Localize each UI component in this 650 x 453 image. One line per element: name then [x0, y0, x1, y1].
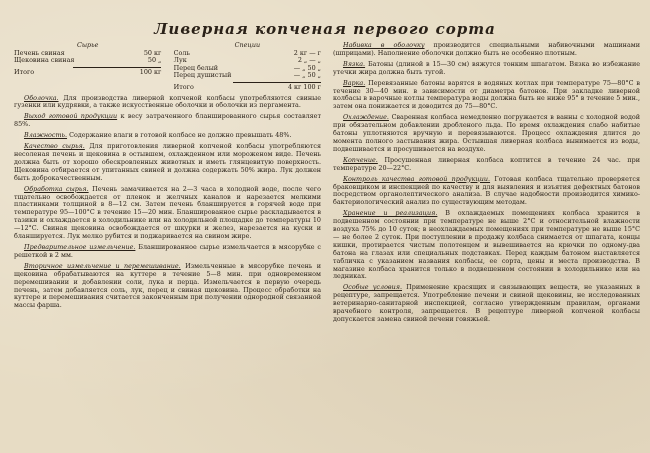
paragraph-heading: Предварительное измельчение.: [24, 242, 136, 251]
paragraph: [14, 95, 321, 111]
paragraph: [14, 132, 321, 140]
paragraph: [333, 42, 640, 58]
paragraph-heading: Вязка.: [343, 59, 366, 68]
spice-item-name: Перец душистый: [173, 71, 232, 80]
paragraph-text: Батоны (длиной в 15—30 см) вяжутся тонким шпагатом. Вязка во избежание утечки жира должна быть тугой.: [333, 59, 640, 76]
paragraph: [333, 114, 640, 154]
paragraph-heading: Вторичное измельчение и перемешивание.: [24, 261, 181, 270]
spice-item-value: 2 кг — г: [293, 48, 321, 57]
page-title: Ливерная копченая первого сорта: [154, 20, 496, 38]
paragraph-text: Содержание влаги в готовой колбасе не должно превышать 48%.: [67, 131, 292, 140]
spice-item-value: — „ 50 „: [293, 63, 321, 72]
paragraph-heading: Охлаждение.: [343, 113, 389, 122]
paragraph-text: к весу затраченного бланшированного сырья составляет 85%.: [14, 112, 321, 129]
paragraph: [14, 186, 321, 241]
raw-heading: Сырье: [76, 41, 99, 49]
spice-item-row: [174, 72, 321, 80]
paragraph: [333, 61, 640, 77]
paragraph-text: Применение красящих и связывающих веществ, не указанных в рецептуре, запрещается. Употребление печени и свиной щековины, не исследованных ветеринарно-санитарной инспекцией, согласно утвержденным правилам, органами врачебного контроля, запрещается. В рецептуре ливерной копченой колбасы допускается замена свиной печени говяжьей.: [333, 283, 640, 323]
paragraph-heading: Хранение и реализация.: [343, 209, 438, 218]
paragraph-heading: Контроль качества готовой продукции.: [343, 174, 491, 183]
raw-total-label: Итого: [14, 67, 35, 76]
raw-item-row: [14, 57, 161, 65]
paragraph-text: Перевязанные батоны варятся в водяных котлах при температуре 75—80°С в течение 30—40 мин. в зависимости от диаметра батонов. При закладке ливерной колбасы в варочные котлы температура воды должна быть не ниже 95° в течение 5 мин., затем она понижается и доводится до 75—80°С.: [333, 78, 640, 111]
paragraph: [333, 157, 640, 173]
paragraph-heading: Варка.: [343, 78, 366, 87]
paragraph-text: В охлаждаемых помещениях колбаса хранится в подвешенном состоянии при температуре не выше 2°С и относительной влажности воздуха 75% до 10 суток; в неохлаждаемых помещениях при температуре не выше 15°С — не более 2 суток. При поступлении в продажу колбаса снимается от шпагата, концы кишки, протирается чистым полотенцем и вывешивается на крючки по одному-два батона на глазах или специальных подставках. Перед каждым батоном выставляется табличка с указанием названия колбасы, ее сорта, цены и места производства. В магазине колбаса хранится только в подвешенном состоянии в холодильнике или на ледниках.: [333, 209, 640, 281]
paragraph: [333, 210, 640, 281]
spice-item-name: Перец белый: [173, 63, 219, 72]
spice-item-name: Соль: [173, 48, 190, 57]
spice-heading: Специи: [234, 41, 261, 49]
paragraph-text: Измельченные в мясорубке печень и щековина обрабатываются на куттере в течение 5—8 мин. при одновременном перемешивании и добавлении соли, лука и перца. Измельчается в первую очередь печень, затем добавляется соль, лук, перец и свиная щековина. Процесс обработки на куттере и перемешивания считается законченным при получении однородной связанной массы фарша.: [14, 261, 321, 310]
raw-item-name: Печень свиная: [14, 48, 65, 57]
paragraph-text: Для приготовления ливерной копченой колбасы употребляются несоленая печень и щековина в остывшем, охлажденном или мороженом виде. Печень должна быть от хорошо обескровленных животных и иметь глянцевитую поверхность. Щековина отбирается от упитанных свиней и должна содержать 50% жира. Лук должен быть доброкачественным.: [14, 142, 321, 182]
paragraph-heading: Обработка сырья.: [24, 184, 89, 193]
raw-item-value: 50 „: [147, 56, 162, 65]
paragraph-heading: Влажность.: [24, 131, 68, 140]
paragraph: [14, 143, 321, 183]
paragraph-heading: Качество сырья.: [24, 142, 85, 151]
paragraph-heading: Оболочка.: [24, 93, 59, 102]
paragraph-text: Готовая колбаса тщательно проверяется браковщиком и инспекцией по качеству и для выявления и изъятия дефектных батонов посредством органолептического анализа. В случае надобности производится химико-бактериологический анализ по существующим методам.: [333, 174, 640, 207]
raw-item-value: 50 кг: [143, 48, 162, 57]
paragraph: [14, 113, 321, 129]
paragraph-heading: Копчение.: [343, 155, 378, 164]
spice-total-label: Итого: [173, 82, 194, 91]
spice-item-value: 2 „ — „: [297, 56, 321, 65]
spices-block: [174, 42, 321, 92]
raw-materials-block: [14, 42, 161, 92]
raw-total: [14, 69, 161, 77]
spice-total-value: 4 кг 100 г: [287, 82, 321, 91]
paragraph-text: Бланшированное сырье измельчается в мясорубке с решеткой в 2 мм.: [14, 242, 321, 259]
recipe-table: [14, 42, 321, 92]
paragraph-text: Просушенная ливерная колбаса коптится в течение 24 час. при температуре 20—22°С.: [333, 155, 640, 172]
spice-total: [174, 84, 321, 92]
spice-item-name: Лук: [173, 56, 187, 65]
paragraph-text: Для производства ливерной копченой колбасы употребляются свиные гузенки или кудрявки, а также искусственные оболочки и оболочки из пергамента.: [14, 93, 321, 110]
paragraph-heading: Набивка в оболочку: [343, 41, 425, 49]
paragraph: [333, 176, 640, 208]
paragraph-heading: Особые условия.: [343, 283, 403, 292]
right-column: [333, 42, 640, 449]
paragraph: [333, 284, 640, 324]
raw-item-name: Щековина свиная: [14, 56, 75, 65]
paragraph: [14, 263, 321, 310]
text-columns: [14, 42, 640, 449]
raw-total-value: 100 кг: [139, 67, 162, 76]
paragraph: [14, 244, 321, 260]
paragraph: [333, 80, 640, 112]
left-column: [14, 42, 321, 449]
paragraph-heading: Выход готовой продукции: [24, 112, 118, 121]
paragraph-text: производится специальными набивочными машинами (шприцами). Наполнение оболочки должно быть не особенно плотным.: [333, 41, 640, 57]
paragraph-text: Печень замачивается на 2—3 часа в холодной воде, после чего тщательно освобождается от пленок и желчных каналов и нарезается мелкими пластинками толщиной в 8—12 см. Затем печень бланшируется в горячей воде при температуре 95—100°С в течение 15—20 мин. Бланшированное сырье раскладывается в тазики и охлаждается в холодильнике или на холодильной площадке до температуры 10—12°С. Свиная щековина освобождается от шкурки и желез, нарезается на куски и бланшируется. Лук мелко рубится и поджаривается на свином жире.: [14, 184, 322, 241]
paragraph-text: Сваренная колбаса немедленно погружается в ванны с холодной водой при обязательном добавлении дробленого льда. По время охлаждения слабо набитые батоны уплотняются вручную и перевязываются. Процесс охлаждения длится до момента полного застывания жира. Остывшая ливерная колбаса вынимается из воды, подвешивается и просушивается на воздухе.: [333, 113, 640, 153]
spice-item-value: — „ 50 „: [293, 71, 321, 80]
